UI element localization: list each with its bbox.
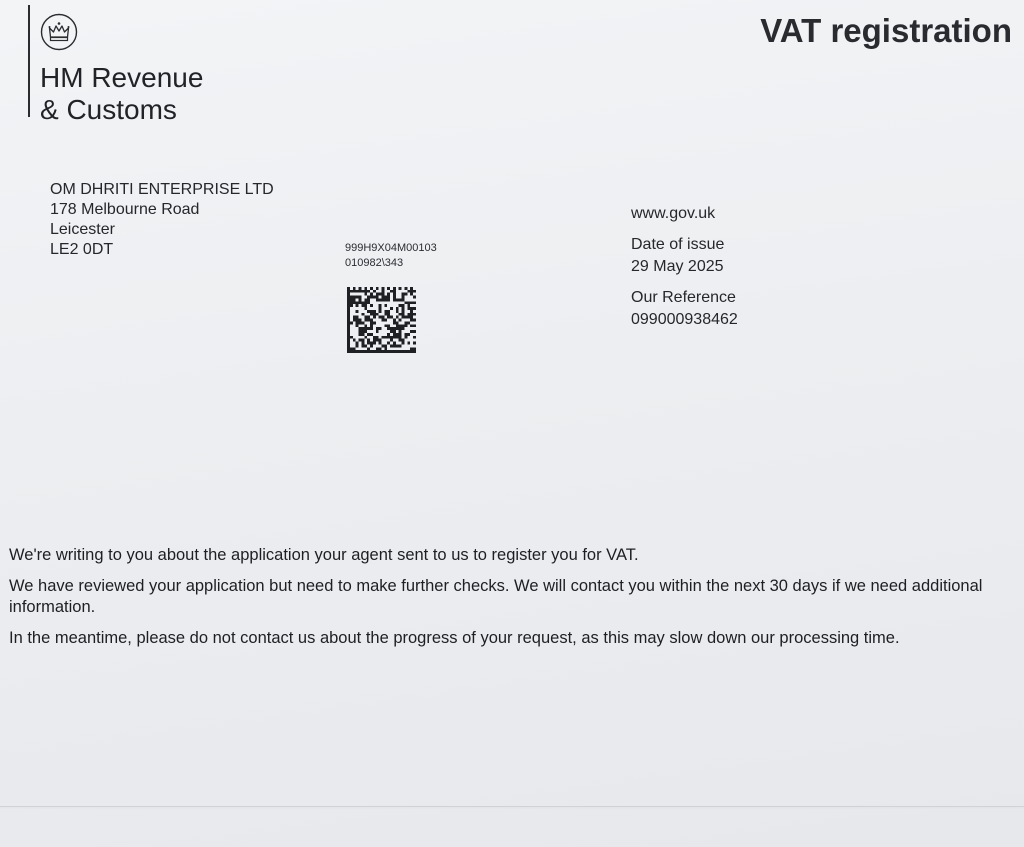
logo-rule	[28, 5, 30, 117]
date-of-issue-label: Date of issue	[631, 236, 725, 253]
document-title: VAT registration	[760, 12, 1012, 49]
org-name-line1: HM Revenue	[40, 62, 204, 93]
recipient-street: 178 Melbourne Road	[50, 201, 200, 218]
paragraph-intro: We're writing to you about the application your agent sent to us to register you for VAT.	[9, 546, 639, 564]
paragraph-checks: We have reviewed your application but need to make further checks. We will contact you within the next 30 days if we need additional information.	[9, 577, 983, 616]
letter-body	[9, 545, 1009, 659]
recipient-postcode: LE2 0DT	[50, 241, 114, 258]
reference-label: Our Reference	[631, 289, 736, 306]
mailing-code-line1: 999H9X04M00103	[345, 242, 437, 254]
hmrc-logo	[28, 5, 248, 125]
paper-fold-line	[0, 806, 1024, 807]
recipient-company: OM DHRITI ENTERPRISE LTD	[50, 181, 274, 198]
org-name-line2: & Customs	[40, 94, 177, 125]
reference-value: 099000938462	[631, 311, 738, 328]
mailing-code	[345, 241, 437, 271]
recipient-city: Leicester	[50, 221, 115, 238]
datamatrix-barcode	[347, 287, 416, 353]
letter-info	[631, 203, 738, 331]
mailing-code-line2: 010982\343	[345, 257, 404, 269]
crown-icon	[40, 13, 78, 51]
website: www.gov.uk	[631, 205, 716, 222]
recipient-address	[50, 180, 274, 260]
paragraph-meantime: In the meantime, please do not contact us about the progress of your request, as this may slow down our processing time.	[9, 629, 900, 647]
date-of-issue-value: 29 May 2025	[631, 258, 724, 275]
